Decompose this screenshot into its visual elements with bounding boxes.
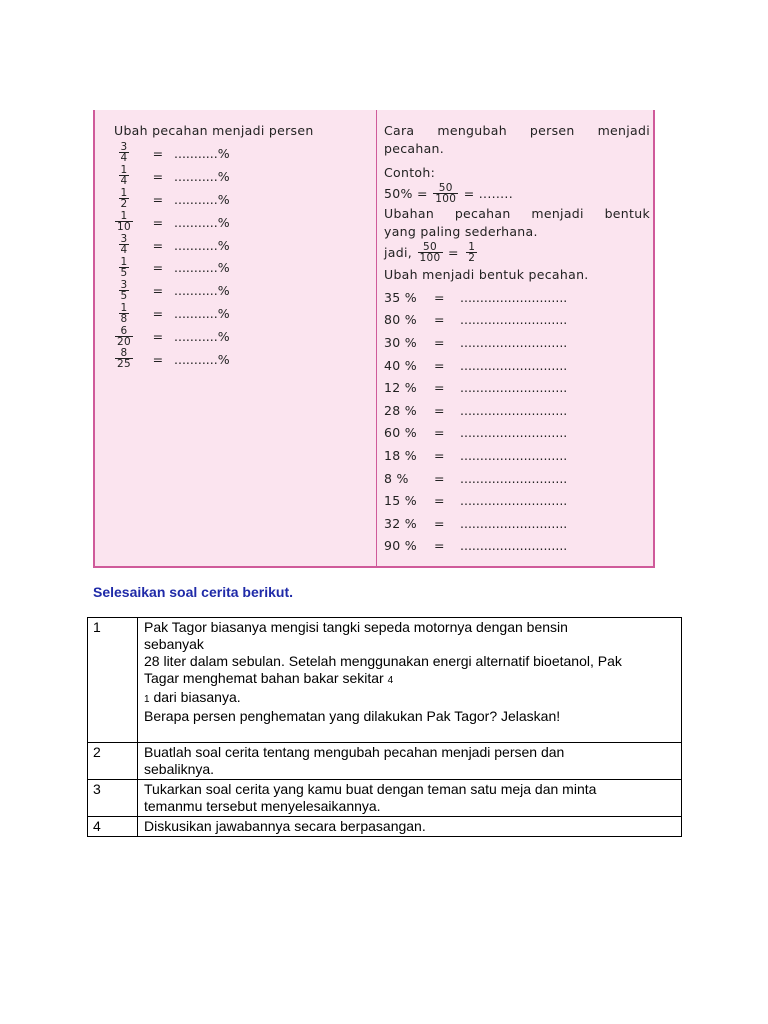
fraction-denominator: 2	[468, 251, 476, 264]
result-label: jadi,	[384, 245, 413, 260]
question-line-part: Tagar menghemat bahan bakar sekitar	[144, 670, 388, 686]
percent-value: 90 %	[384, 538, 417, 554]
equals-sign: =	[434, 447, 445, 463]
percent-value: 60 %	[384, 425, 417, 441]
example-rhs: = ........	[463, 186, 513, 201]
percent-value: 15 %	[384, 493, 417, 509]
equals-sign: =	[434, 538, 445, 554]
exercise-box	[93, 110, 655, 568]
fraction-denominator: 20	[117, 335, 131, 348]
answer-blank: ...........................	[460, 493, 568, 509]
question-text	[138, 780, 682, 817]
fraction-numerator: 3	[120, 278, 128, 291]
answer-blank: ...........................	[460, 357, 568, 373]
question-line: Pak Tagor biasanya mengisi tangki sepeda motornya dengan bensin	[144, 619, 568, 635]
question-line	[144, 689, 675, 708]
equals-sign: =	[152, 306, 164, 322]
fraction-denominator: 10	[117, 221, 131, 234]
question-text	[138, 817, 682, 837]
percent-row	[384, 286, 650, 309]
question-line: sebanyak	[144, 636, 204, 652]
answer-blank: ...........%	[174, 283, 230, 299]
percent-value: 40 %	[384, 357, 417, 373]
fraction-row	[114, 348, 369, 371]
percent-row	[384, 489, 650, 512]
fraction-row	[114, 165, 369, 188]
percent-value: 35 %	[384, 289, 417, 305]
percent-row	[384, 444, 650, 467]
section-title: Selesaikan soal cerita berikut.	[93, 584, 293, 600]
fraction-row	[114, 188, 369, 211]
fraction-numerator: 1	[120, 187, 128, 200]
answer-blank: ...........%	[174, 306, 230, 322]
example-label: Contoh:	[384, 165, 436, 180]
percent-value: 8 %	[384, 470, 409, 486]
question-line: Berapa persen penghematan yang dilakukan Pak Tagor? Jelaskan!	[144, 708, 561, 724]
answer-blank: ...........................	[460, 515, 568, 531]
table-row	[88, 817, 682, 837]
question-line: Buatlah soal cerita tentang mengubah pecahan menjadi persen dan	[144, 744, 565, 760]
column-divider	[376, 110, 377, 566]
question-number: 3	[88, 780, 138, 817]
answer-blank: ...........%	[174, 237, 230, 253]
fraction-denominator: 100	[435, 192, 457, 205]
equals-sign: =	[152, 237, 164, 253]
equals-sign: =	[434, 289, 445, 305]
example-lhs: 50% =	[384, 186, 428, 201]
percent-row	[384, 467, 650, 490]
result-row	[384, 241, 650, 264]
example-row	[384, 182, 650, 205]
table-row	[88, 743, 682, 780]
fraction-numerator: 50	[438, 181, 453, 194]
fraction-numerator: 3	[120, 233, 128, 245]
fraction	[114, 166, 134, 186]
equals-sign: =	[434, 425, 445, 441]
fraction-denominator: 100	[419, 251, 441, 264]
question-line: temanmu tersebut menyelesaikannya.	[144, 798, 381, 814]
equals-sign: =	[152, 283, 164, 299]
fraction-numerator: 6	[120, 324, 128, 337]
equals-sign: =	[434, 515, 445, 531]
fraction-row	[114, 234, 369, 257]
fraction-numerator: 1	[120, 164, 128, 177]
question-line: sebaliknya.	[144, 761, 215, 777]
equals-sign: =	[434, 402, 445, 418]
right-heading-line2: pecahan.	[384, 141, 445, 156]
equals-sign: =	[434, 493, 445, 509]
percent-value: 32 %	[384, 515, 417, 531]
fraction-denominator: 25	[117, 358, 131, 371]
questions-table	[87, 617, 682, 837]
fraction-row	[114, 211, 369, 234]
table-row	[88, 618, 682, 743]
fraction	[114, 324, 134, 348]
equals-sign: =	[434, 312, 445, 328]
percent-value: 12 %	[384, 380, 417, 396]
fraction	[114, 278, 134, 302]
answer-blank: ...........................	[460, 289, 568, 305]
equals-sign: =	[152, 260, 164, 276]
fraction-row	[114, 256, 369, 279]
percent-row	[384, 535, 650, 558]
fraction	[114, 255, 134, 279]
question-line: Diskusikan jawabannya secara berpasangan.	[144, 818, 426, 834]
answer-blank: ...........%	[174, 214, 230, 230]
answer-blank: ...........................	[460, 312, 568, 328]
equals-sign: =	[434, 357, 445, 373]
result-equals: =	[448, 245, 459, 260]
fraction-denominator-inline: 1	[144, 694, 150, 705]
fraction-numerator: 1	[120, 255, 128, 268]
equals-sign: =	[434, 380, 445, 396]
answer-blank: ...........................	[460, 425, 568, 441]
fraction	[114, 212, 134, 232]
percent-row	[384, 309, 650, 332]
percent-value: 18 %	[384, 447, 417, 463]
percent-row	[384, 399, 650, 422]
question-line: 28 liter dalam sebulan. Setelah menggunakan energi alternatif bioetanol, Pak	[144, 653, 622, 669]
equals-sign: =	[152, 168, 164, 184]
simplify-line2: yang paling sederhana.	[384, 224, 538, 239]
answer-blank: ...........................	[460, 470, 568, 486]
fraction	[114, 143, 134, 163]
fraction-row	[114, 142, 369, 165]
simplify-line1: Ubahan pecahan menjadi bentuk	[384, 206, 650, 221]
fraction-denominator: 5	[120, 266, 128, 279]
question-number: 2	[88, 743, 138, 780]
fraction-denominator: 4	[120, 152, 128, 165]
answer-blank: ...........%	[174, 351, 230, 367]
answer-blank: ...........%	[174, 168, 230, 184]
percent-row	[384, 512, 650, 535]
fraction	[114, 235, 134, 255]
question-text	[138, 618, 682, 743]
fraction-row	[114, 302, 369, 325]
question-number: 1	[88, 618, 138, 743]
question-line-part: dari biasanya.	[149, 689, 241, 705]
answer-blank: ...........................	[460, 334, 568, 350]
percent-to-fraction-column	[384, 122, 650, 557]
question-line: Tukarkan soal cerita yang kamu buat dengan teman satu meja dan minta	[144, 781, 597, 797]
equals-sign: =	[152, 145, 164, 161]
fraction-numerator: 8	[120, 347, 128, 360]
fraction-denominator: 4	[120, 244, 128, 256]
fraction-denominator: 5	[120, 289, 128, 302]
result-fraction-1	[418, 240, 442, 264]
fraction-row	[114, 279, 369, 302]
answer-blank: ...........%	[174, 329, 230, 345]
question-number: 4	[88, 817, 138, 837]
answer-blank: ...........................	[460, 447, 568, 463]
equals-sign: =	[152, 191, 164, 207]
fraction-numerator: 1	[120, 210, 128, 223]
percent-row	[384, 376, 650, 399]
answer-blank: ...........................	[460, 380, 568, 396]
right-heading-line1: Cara mengubah persen menjadi	[384, 123, 650, 138]
percent-row	[384, 354, 650, 377]
fraction-numerator: 1	[468, 240, 476, 253]
instruction-line: Ubah menjadi bentuk pecahan.	[384, 267, 589, 282]
answer-blank: ...........%	[174, 260, 230, 276]
fraction-denominator: 8	[120, 312, 128, 325]
percent-row	[384, 331, 650, 354]
equals-sign: =	[152, 214, 164, 230]
equals-sign: =	[152, 329, 164, 345]
fraction-denominator: 2	[120, 198, 128, 211]
equals-sign: =	[434, 334, 445, 350]
fraction	[114, 301, 134, 325]
fraction-numerator: 3	[120, 141, 128, 154]
table-row	[88, 780, 682, 817]
result-fraction-2	[465, 240, 479, 264]
answer-blank: ...........................	[460, 538, 568, 554]
fraction-to-percent-column	[114, 122, 369, 371]
question-line	[144, 670, 675, 689]
answer-blank: ...........................	[460, 402, 568, 418]
fraction-row	[114, 325, 369, 348]
equals-sign: =	[434, 470, 445, 486]
fraction-numerator: 50	[423, 240, 437, 253]
equals-sign: =	[152, 351, 164, 367]
fraction-numerator: 1	[120, 301, 128, 314]
answer-blank: ...........%	[174, 145, 230, 161]
fraction-denominator: 4	[120, 175, 128, 188]
percent-row	[384, 422, 650, 445]
question-text	[138, 743, 682, 780]
percent-value: 28 %	[384, 402, 417, 418]
fraction	[114, 189, 134, 209]
percent-value: 80 %	[384, 312, 417, 328]
example-fraction	[434, 181, 458, 205]
left-heading: Ubah pecahan menjadi persen	[114, 123, 314, 138]
fraction-numerator-inline: 4	[387, 675, 394, 686]
percent-value: 30 %	[384, 334, 417, 350]
fraction	[114, 349, 134, 369]
answer-blank: ...........%	[174, 191, 230, 207]
